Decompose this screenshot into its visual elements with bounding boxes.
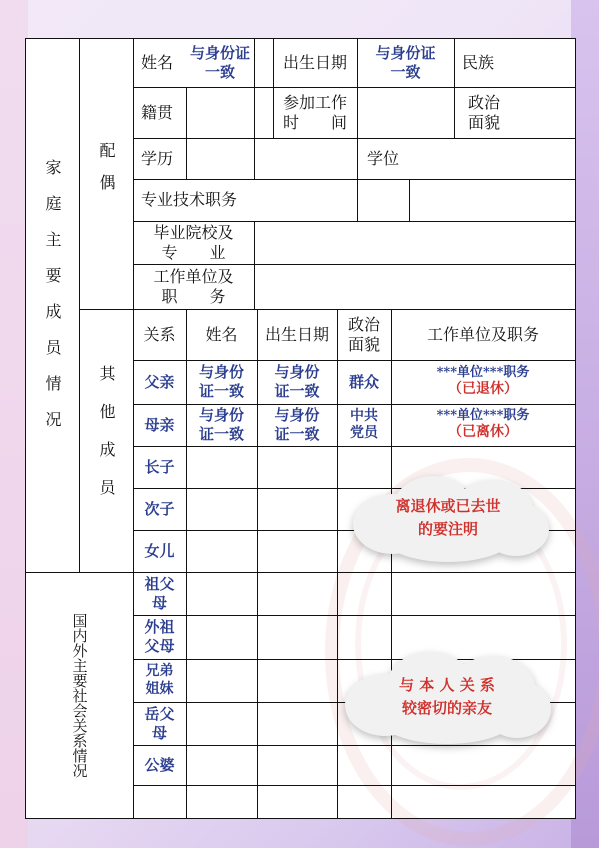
member-work[interactable]: ***单位***职务 （已退休） [436, 365, 530, 398]
header-name: 姓名 [205, 324, 238, 344]
section-label-family: 家庭主要成员情况 [43, 159, 62, 447]
member-political[interactable]: 中共 党员 [350, 407, 378, 441]
section-label-other-members: 其他成员 [97, 364, 116, 517]
member-relation: 父亲 [144, 372, 175, 391]
spouse-school-label: 毕业院校及 专 业 [153, 222, 234, 262]
spouse-title-value[interactable] [254, 179, 409, 221]
spouse-ethnic-value[interactable] [514, 38, 575, 87]
member-political[interactable]: 群众 [348, 372, 379, 391]
member-birth[interactable]: 与身份 证一致 [274, 363, 320, 400]
header-relation: 关系 [143, 324, 176, 344]
spouse-work-start-label: 参加工作 时 间 [282, 92, 347, 132]
spouse-education-value[interactable] [186, 138, 357, 179]
header-political: 政治 面貌 [347, 314, 380, 354]
member-name[interactable]: 与身份 证一致 [198, 363, 244, 400]
member-birth[interactable]: 与身份 证一致 [274, 406, 320, 443]
spouse-work-start-value[interactable] [357, 87, 454, 138]
spouse-school-value[interactable] [254, 221, 575, 264]
social-relation: 岳父 母 [144, 704, 175, 742]
member-relation: 女儿 [144, 541, 175, 560]
spouse-origin-label: 籍贯 [141, 102, 174, 122]
spouse-degree-label: 学位 [366, 148, 399, 168]
social-relation: 兄弟 姐妹 [145, 663, 174, 697]
member-relation: 母亲 [144, 415, 175, 434]
spouse-ethnic-label: 民族 [462, 52, 495, 72]
background-left-stripe [0, 0, 28, 848]
spouse-education-label: 学历 [141, 148, 174, 168]
note-retired-text: 离退休或已去世 的要注明 [395, 496, 501, 538]
section-label-social-relations: 国内外主要社会关系情况 [70, 612, 89, 778]
family-relations-form [25, 38, 576, 819]
spouse-title-label: 专业技术职务 [141, 190, 238, 209]
social-relation: 外祖 父母 [144, 618, 175, 655]
spouse-birth-label: 出生日期 [282, 52, 347, 72]
spouse-work-value[interactable] [254, 264, 575, 309]
spouse-origin-value[interactable] [186, 87, 273, 138]
note-close-relatives-text: 与 本 人 关 系 较密切的亲友 [399, 675, 495, 717]
header-work: 工作单位及职务 [426, 324, 539, 344]
section-label-spouse: 配偶 [97, 141, 116, 206]
spouse-work-label: 工作单位及 职 务 [153, 266, 234, 306]
member-relation: 次子 [144, 499, 175, 518]
spouse-name-value[interactable]: 与身份证 一致 [189, 43, 250, 81]
social-relation: 公婆 [144, 755, 175, 774]
member-work[interactable]: ***单位***职务 （已离休） [436, 408, 530, 441]
social-relation: 祖父 母 [144, 574, 175, 612]
spouse-birth-value[interactable]: 与身份证 一致 [375, 43, 436, 81]
member-name[interactable]: 与身份 证一致 [198, 406, 244, 443]
spouse-political-label: 政治 面貌 [467, 92, 500, 132]
header-birth: 出生日期 [264, 324, 329, 344]
member-relation: 长子 [144, 457, 175, 476]
spouse-name-label: 姓名 [141, 52, 174, 72]
